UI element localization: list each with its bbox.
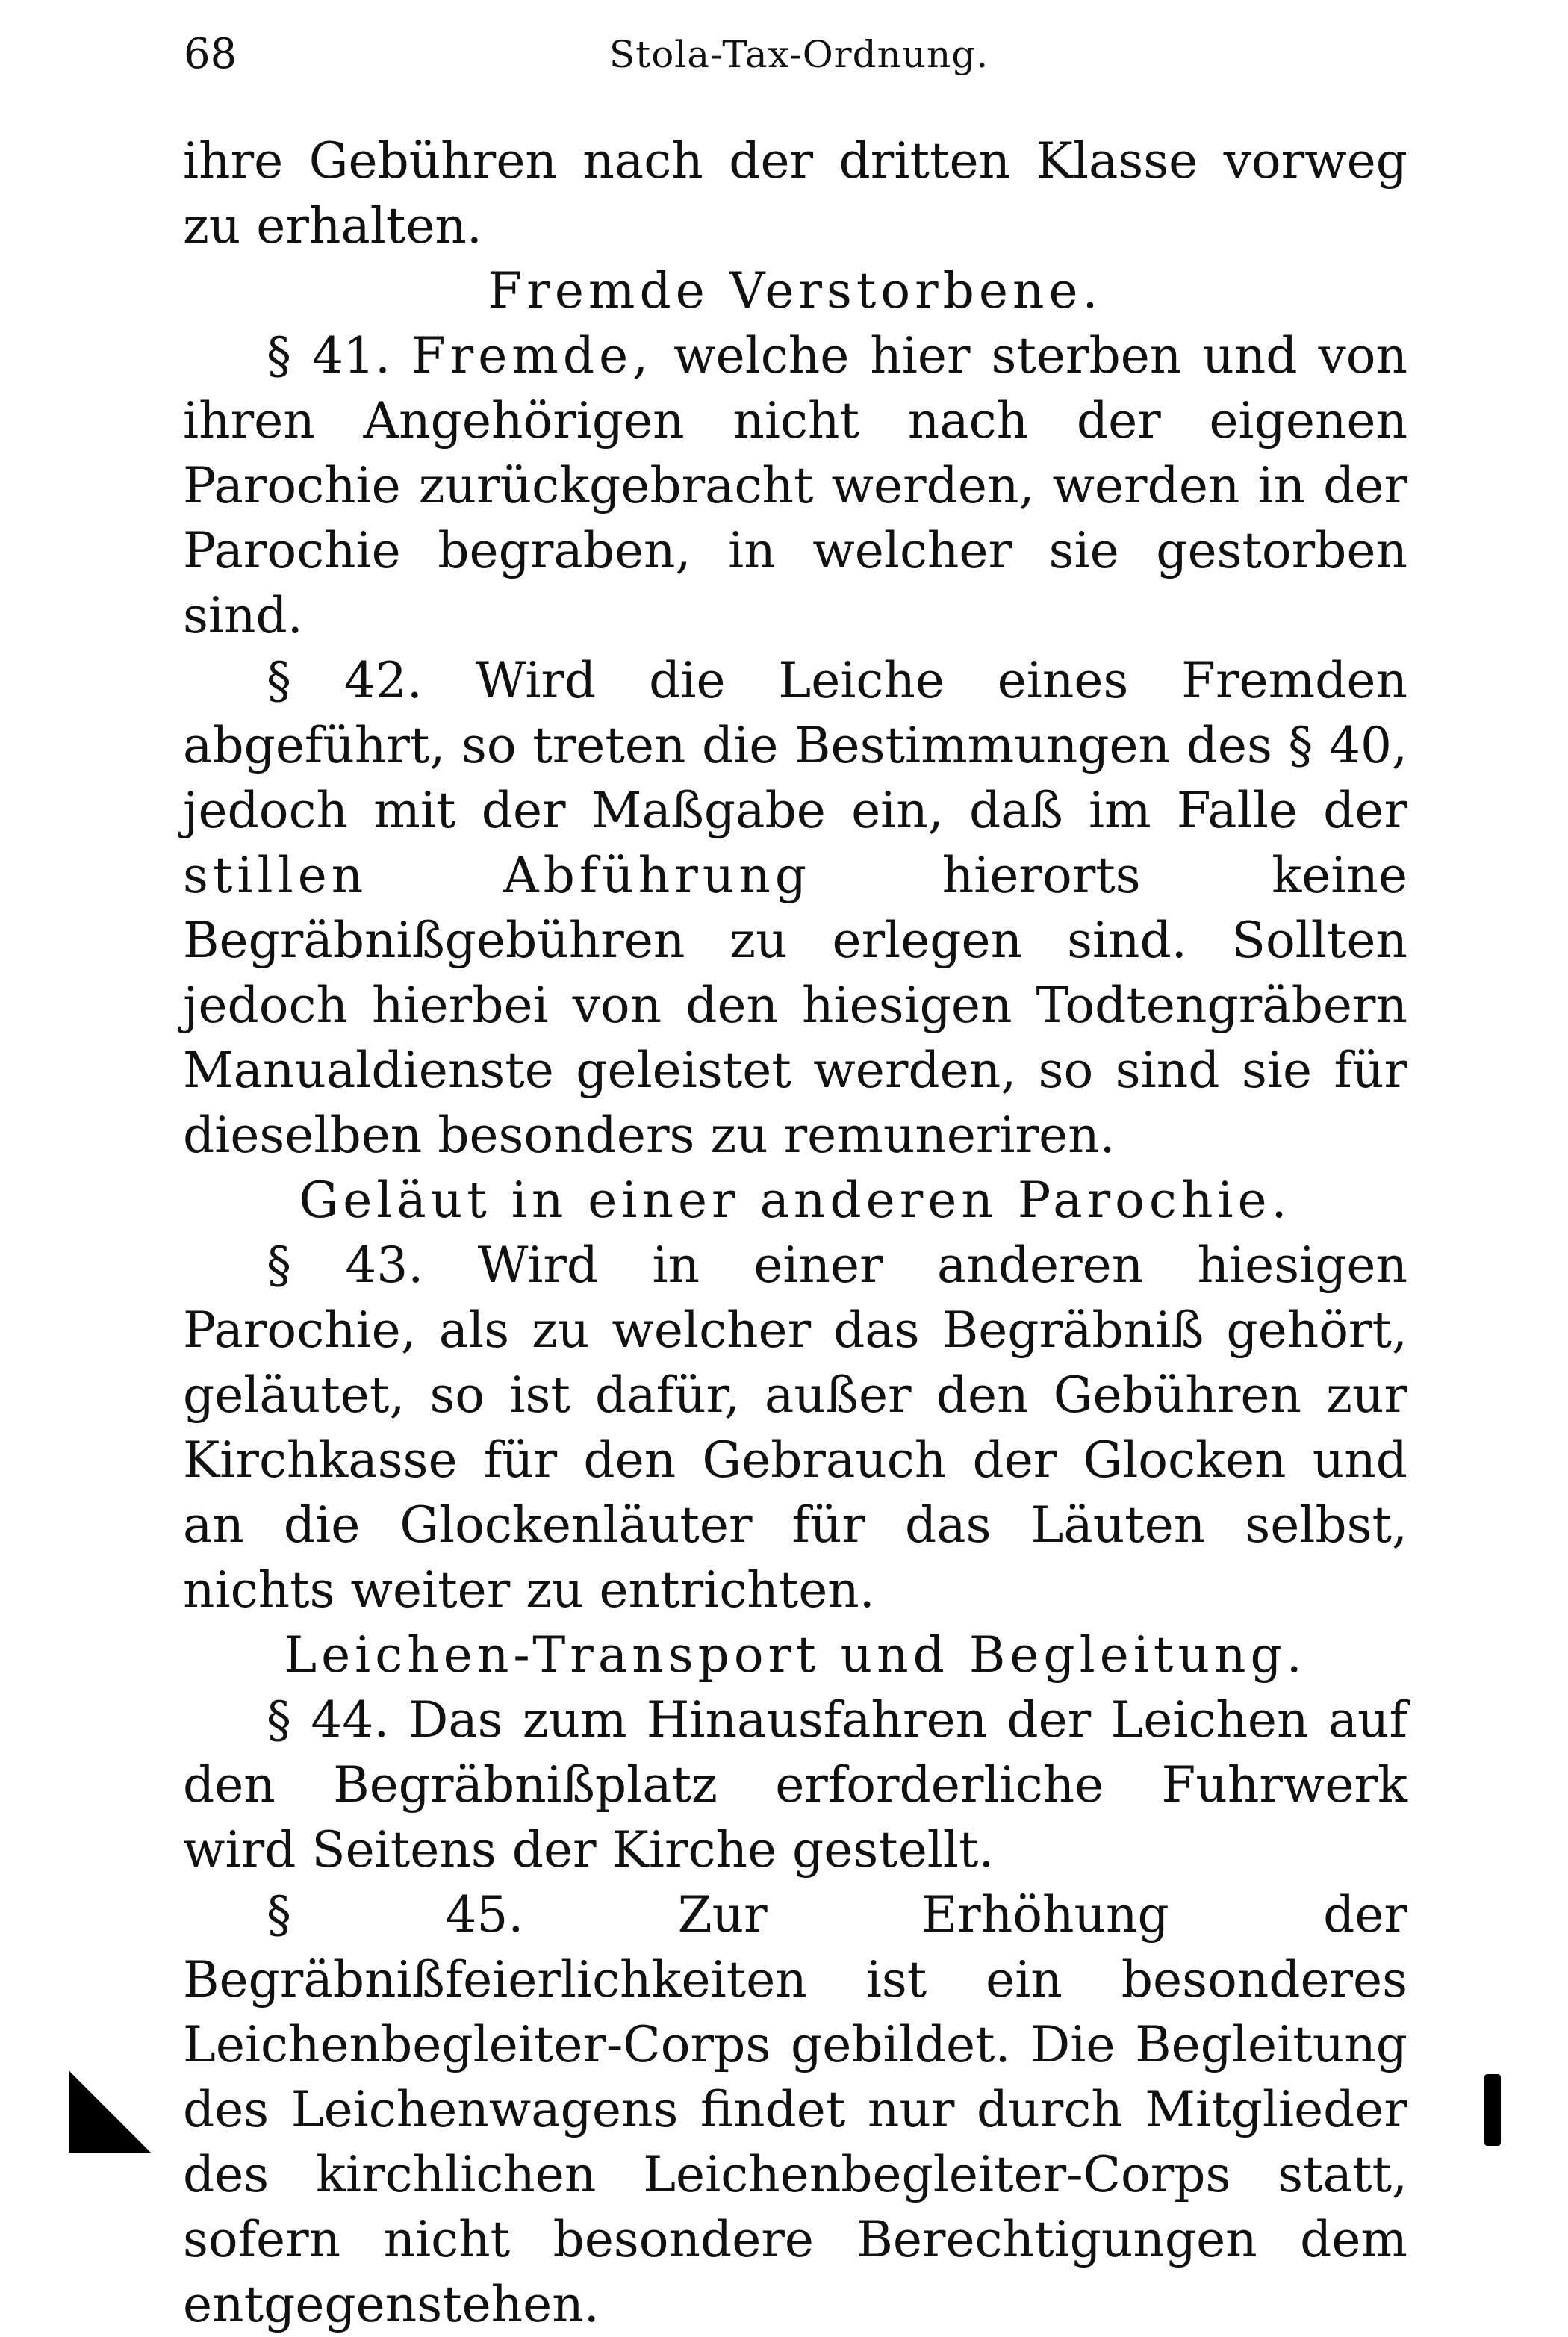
paragraph-45 <box>183 1882 1407 2337</box>
paragraph-text: Zur Erhöhung der Begräbnißfeierlichkeiten ist ein besonderes Leichenbegleiter-Corps gebildet. Die Begleitung des Leichenwagens findet nur durch Mitglieder des kirchlichen Leichenbegleiter-Corps statt, sofern nicht besondere Berechtigungen dem entgegenstehen. <box>183 1886 1407 2333</box>
section-heading-leichen-transport: Leichen-Transport und Begleitung. <box>284 1626 1307 1684</box>
paragraph-41 <box>183 323 1407 648</box>
scan-edge-mark <box>1484 2074 1501 2146</box>
page-number: 68 <box>184 30 237 78</box>
section-number: § 42. <box>267 652 423 709</box>
paragraph-continuation: ihre Gebühren nach der dritten Klasse vorweg zu erhalten. <box>183 132 1407 255</box>
section-heading-fremde-verstorbene: Fremde Verstorbene. <box>488 262 1103 320</box>
paragraph-text: Das zum Hinausfahren der Leichen auf den Begräbnißplatz erforderliche Fuhrwerk wird Seitens der Kirche gestellt. <box>183 1691 1407 1879</box>
body-text <box>183 128 1407 2337</box>
page-header <box>179 21 1404 88</box>
section-heading-gelaeut: Geläut in einer anderen Parochie. <box>299 1171 1292 1229</box>
paragraph-44 <box>183 1687 1407 1882</box>
scan-corner-mark <box>69 2070 151 2153</box>
paragraph-42 <box>183 648 1407 1168</box>
paragraph-43 <box>183 1233 1407 1622</box>
section-number: § 43. <box>267 1236 424 1294</box>
paragraph-text: Wird die Leiche eines Fremden abgeführt, so treten die Bestimmungen des § 40, jedoch mit der Maßgabe ein, daß im Falle der <box>183 652 1407 839</box>
section-number: § 45. <box>267 1886 524 1944</box>
paragraph-text: hierorts keine Begräbnißgebühren zu erlegen sind. Sollten jedoch hierbei von den hiesigen Todtengräbern Manualdienste geleistet werden, so sind sie für dieselben besonders zu remuneriren. <box>183 847 1407 1164</box>
section-number: § 44. <box>267 1691 390 1749</box>
section-number: § 41. <box>267 327 391 385</box>
paragraph-text: Wird in einer anderen hiesigen Parochie, als zu welcher das Begräbniß gehört, geläutet, so ist dafür, außer den Gebühren zur Kirchkasse für den Gebrauch der Glocken und an die Glockenläuter für das Läuten selbst, nichts weiter zu entrichten. <box>183 1236 1407 1619</box>
paragraph-text: welche hier sterben und von ihren Angehörigen nicht nach der eigenen Parochie zurückgebracht werden, werden in der Parochie begraben, in welcher sie gestorben sind. <box>183 327 1407 644</box>
emphasized-term: stillen Abführung <box>183 847 812 904</box>
emphasized-term: Fremde, <box>411 327 653 385</box>
running-title: Stola-Tax-Ordnung. <box>609 33 989 76</box>
